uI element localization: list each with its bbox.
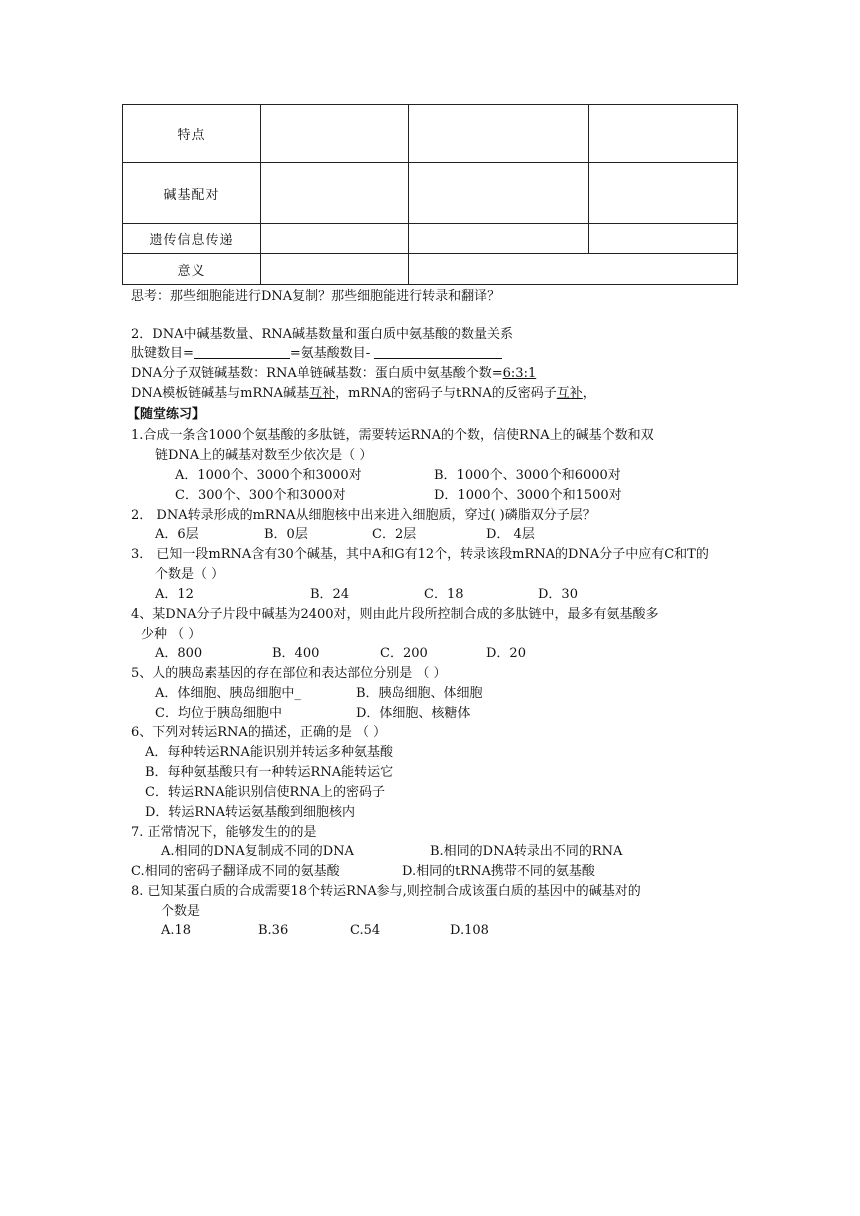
question-6: 6、下列对转运RNA的描述，正确的是 （ ） xyxy=(131,725,387,740)
table-cell xyxy=(409,163,589,224)
q2-option-b: B．0层 xyxy=(264,527,308,542)
question-4-cont: 少种 （ ） xyxy=(141,627,202,642)
template-underline-2: 互补 xyxy=(556,386,583,401)
row-label-significance: 意义 xyxy=(123,254,261,285)
q7-option-d: D.相同的tRNA携带不同的氨基酸 xyxy=(402,864,595,879)
comparison-table xyxy=(122,104,738,285)
peptide-formula xyxy=(131,345,502,363)
table-cell xyxy=(589,105,738,163)
question-8: 8. 已知某蛋白质的合成需要18个转运RNA参与,则控制合成该蛋白质的基因中的碱基对的 xyxy=(131,884,641,899)
q4-option-a: A．800 xyxy=(155,646,203,661)
peptide-label-2: =氨基酸数目- xyxy=(289,346,371,361)
q3-option-c: C．18 xyxy=(424,587,464,602)
answer-blank-1 xyxy=(194,346,290,359)
q6-option-c: C．转运RNA能识别信使RNA上的密码子 xyxy=(145,785,386,800)
q3-option-a: A．12 xyxy=(155,587,194,602)
q7-option-a: A.相同的DNA复制成不同的DNA xyxy=(161,844,354,859)
q8-option-c: C.54 xyxy=(350,923,381,938)
row-label-base-pairing: 碱基配对 xyxy=(123,163,261,224)
q3-option-b: B．24 xyxy=(310,587,350,602)
q1-option-d: D．1000个、3000个和1500对 xyxy=(434,488,622,503)
question-4: 4、某DNA分子片段中碱基为2400对，则由此片段所控制合成的多肽链中，最多有氨基酸多 xyxy=(131,607,659,622)
table-row xyxy=(123,163,738,224)
q5-option-d: D．体细胞、核糖体 xyxy=(356,706,471,721)
ratio-text: DNA分子双链碱基数：RNA单链碱基数：蛋白质中氨基酸个数= xyxy=(131,366,503,381)
table-row xyxy=(123,105,738,163)
practice-title: 【随堂练习】 xyxy=(127,407,206,422)
row-label-info-transfer: 遗传信息传递 xyxy=(123,224,261,254)
q1-option-c: C．300个、300个和3000对 xyxy=(175,488,346,503)
table-cell xyxy=(409,254,738,285)
q4-option-d: D．20 xyxy=(486,646,526,661)
question-7: 7. 正常情况下，能够发生的的是 xyxy=(131,825,317,840)
question-8-cont: 个数是 xyxy=(161,904,201,919)
template-text-c: ， xyxy=(582,386,596,401)
template-text-b: ，mRNA的密码子与tRNA的反密码子 xyxy=(335,386,557,401)
q8-option-d: D.108 xyxy=(450,923,489,938)
ratio-line xyxy=(131,365,536,383)
q7-option-c: C.相同的密码子翻译成不同的氨基酸 xyxy=(131,864,340,879)
q2-option-a: A．6层 xyxy=(155,527,199,542)
think-question: 思考：那些细胞能进行DNA复制？那些细胞能进行转录和翻译？ xyxy=(131,289,501,304)
table-cell xyxy=(589,224,738,254)
question-5: 5、人的胰岛素基因的存在部位和表达部位分别是 （ ） xyxy=(131,666,447,681)
q1-option-b: B．1000个、3000个和6000对 xyxy=(434,468,621,483)
q5-option-a: A．体细胞、胰岛细胞中_ xyxy=(155,686,301,701)
table-row xyxy=(123,224,738,254)
table-cell xyxy=(261,105,409,163)
q8-option-b: B.36 xyxy=(258,923,289,938)
table-cell xyxy=(261,224,409,254)
table-cell xyxy=(261,254,409,285)
table-row xyxy=(123,254,738,285)
template-text-a: DNA模板链碱基与mRNA碱基 xyxy=(131,386,310,401)
q5-option-c: C．均位于胰岛细胞中 xyxy=(155,706,282,721)
q1-option-a: A．1000个、3000个和3000对 xyxy=(175,468,362,483)
q6-option-b: B．每种氨基酸只有一种转运RNA能转运它 xyxy=(145,765,394,780)
table-cell xyxy=(409,105,589,163)
question-3-cont: 个数是（ ） xyxy=(155,567,225,582)
question-1-cont: 链DNA上的碱基对数至少依次是（ ） xyxy=(155,448,373,463)
peptide-label: 肽键数目= xyxy=(131,346,194,361)
ratio-value: 6:3:1 xyxy=(502,366,537,381)
q7-option-b: B.相同的DNA转录出不同的RNA xyxy=(430,844,623,859)
q6-option-d: D．转运RNA转运氨基酸到细胞核内 xyxy=(145,805,355,820)
table-cell xyxy=(589,163,738,224)
question-3: 3． 已知一段mRNA含有30个碱基，其中A和G有12个，转录该段mRNA的DNA分子中应有C和T的 xyxy=(131,547,709,562)
q2-option-d: D． 4层 xyxy=(486,527,535,542)
q4-option-c: C．200 xyxy=(380,646,428,661)
table-cell xyxy=(409,224,589,254)
row-label-feature: 特点 xyxy=(123,105,261,163)
answer-blank-2 xyxy=(374,346,502,359)
q5-option-b: B．胰岛细胞、体细胞 xyxy=(356,686,483,701)
q8-option-a: A.18 xyxy=(161,923,192,938)
template-line xyxy=(131,385,596,403)
table-cell xyxy=(261,163,409,224)
template-underline-1: 互补 xyxy=(309,386,336,401)
question-2: 2． DNA转录形成的mRNA从细胞核中出来进入细胞质，穿过( )磷脂双分子层？ xyxy=(131,508,596,523)
q6-option-a: A．每种转运RNA能识别并转运多种氨基酸 xyxy=(145,745,393,760)
section2-title: 2．DNA中碱基数量、RNA碱基数量和蛋白质中氨基酸的数量关系 xyxy=(131,327,514,342)
question-1: 1.合成一条含1000个氨基酸的多肽链，需要转运RNA的个数，信使RNA上的碱基个数和双 xyxy=(131,428,654,443)
q4-option-b: B．400 xyxy=(272,646,320,661)
q2-option-c: C．2层 xyxy=(372,527,417,542)
q3-option-d: D．30 xyxy=(538,587,578,602)
